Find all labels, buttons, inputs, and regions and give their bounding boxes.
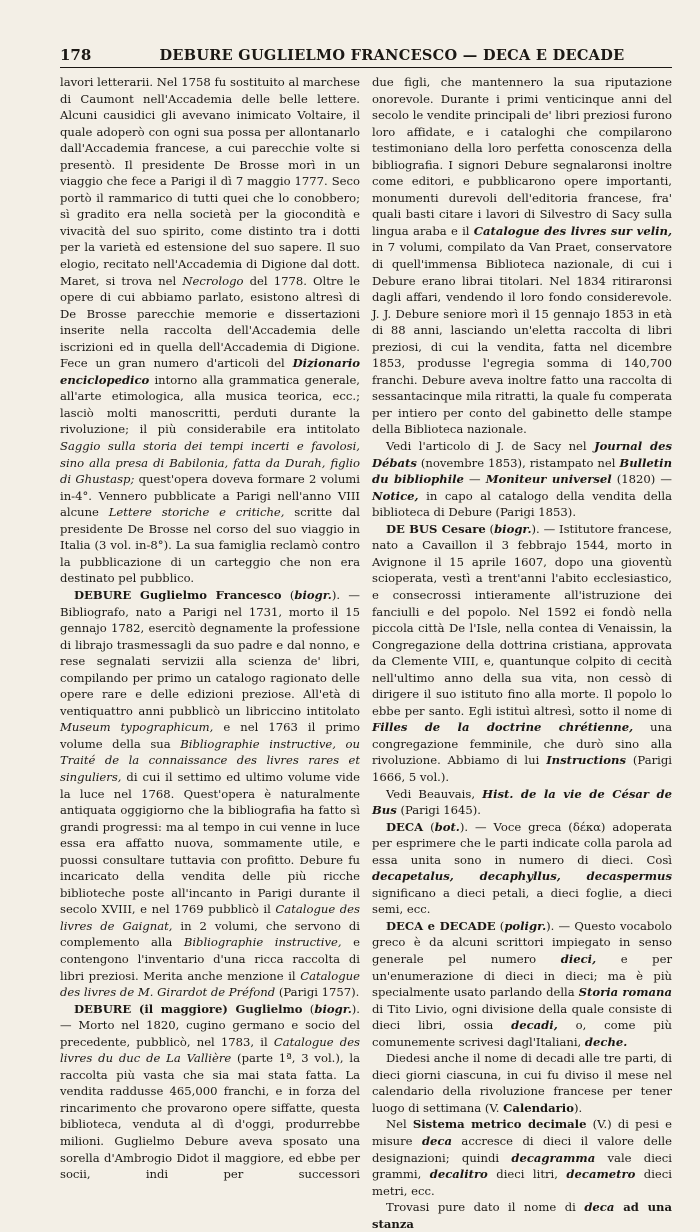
emphasized-text: Saggio sulla storia dei tempi incerti e favolosi, sino alla presa di Babilonia, fatta da Durah, figlio di Ghustasp; <box>60 439 360 487</box>
emphasized-text: Sistema metrico decimale <box>412 1117 587 1132</box>
text-run: (novembre 1853), ristampato nel <box>416 455 620 470</box>
text-run: e contengono l'inventario d'una ricca raccolta di libri preziosi. Merita anche menzione il <box>60 935 360 983</box>
text-run: (Parigi 1645). <box>396 803 481 818</box>
emphasized-text: DEBURE Guglielmo Francesco <box>74 587 282 602</box>
text-run: dieci litri, <box>487 1167 567 1182</box>
emphasized-text: biogr. <box>294 587 332 602</box>
text-run: di cui il settimo ed ultimo volume vide la luce nel 1768. Quest'opera è naturalmente antiquata oggigiorno che la bibliografia ha fatto sì grandi progressi: ma al tempo in cui venne in luce essa era affatto nuova, sommamente utile, e puossi consultare tuttavia con profitto. Debure fu incaricato della vendita delle più ricche biblioteche poste all'incanto in Parigi durante il secolo XVIII, e nel 1769 pubblicò il <box>60 769 360 917</box>
text-run: e per un'enumerazione di dieci in dieci; ma è più specialmente usato parlando della <box>372 951 673 1000</box>
emphasized-text: decapetalus, decaphyllus, decaspermus <box>372 869 672 884</box>
paragraph <box>372 1199 672 1232</box>
text-run: ). — Voce greca (δέκα) adoperata per esprimere che le parti indicate colla parola ad essa unita sono in numero di dieci. Così <box>372 819 672 867</box>
text-run: Vedi Beauvais, <box>386 786 483 801</box>
emphasized-text: decagramma <box>511 1150 596 1165</box>
left-column <box>60 74 361 1182</box>
paragraph <box>60 1001 360 1183</box>
text-run: ). — Morto nel 1820, cugino germano e socio del precedente, pubblicò, nel 1783, il <box>60 1001 360 1049</box>
text-run: lavori letterarii. Nel 1758 fu sostituito al marchese di Caumont nell'Accademia delle belle lettere. Alcuni causidici gli avevano inimicato Voltaire, il quale adoperò con ogni sua possa per allontanarlo dall'Accademia francese, a cui parecchie volte si presentò. Il presidente De Brosse morì in un viaggio che fece a Parigi il dì 7 maggio 1777. Seco portò il rammarico di tutti quei che lo conobbero; sì gradito era nella società per la giocondità e vivacità del suo spirito, come distinto tra i dotti per la varietà ed estensione del suo sapere. Il suo elogio, recitato nell'Accademia di Digione dal dott. Maret, si trova nel <box>60 75 360 288</box>
text-run: e nel 1763 il primo volume della sua <box>60 720 360 751</box>
text-run: — <box>463 472 486 487</box>
text-run: dieci metri, ecc. <box>372 1167 672 1198</box>
emphasized-text: bot. <box>434 819 460 834</box>
text-run: (parte 1ª, 3 vol.), la raccolta più vasta che sia mai stata fatta. La vendita raddusse 465,000 franchi, e in forza del rincarimento che provarono opere siffatte, questa biblioteca, venduta al dì d'oggi, produrrebbe milioni. Guglielmo Debure aveva sposato una sorella d'Ambrogio Didot il maggiore, ed ebbe per socii, indi per successori <box>60 1051 360 1182</box>
emphasized-text: Dizionario enciclopedico <box>60 356 360 387</box>
text-run: scritte dal presidente De Brosse nel corso del suo viaggio in Italia (3 vol. in-8°). La sua famiglia reclamò contro la pubblicazione di un carteggio che non era destinato pel pubblico. <box>60 505 361 586</box>
text-run: ( <box>423 819 435 834</box>
emphasized-text: Journal des Débats <box>372 439 672 470</box>
emphasized-text: deca <box>584 1200 615 1215</box>
text-run: Nel <box>386 1117 413 1132</box>
emphasized-text: ad una stanza <box>372 1200 673 1231</box>
emphasized-text: Moniteur universel <box>485 472 612 487</box>
emphasized-text: Hist. de la vie de César de Bus <box>372 786 672 818</box>
paragraph <box>372 74 672 438</box>
text-run: ( <box>302 1001 315 1016</box>
emphasized-text: DECA e DECADE <box>386 918 496 933</box>
text-run: in 7 volumi, compilato da Van Praet, conservatore di quell'immensa Biblioteca nazionale, di cui i Debure erano librai titolari. Nel 1834 ritiraronsi dagli affari, vendendo il loro fondo considerevole. J. J. Debure seniore morì il 15 gennajo 1853 in età di 88 anni, lasciando un'eletta raccolta di libri preziosi, di cui la vendita, fatta nel dicembre 1853, produsse l'egregia somma di 140,700 franchi. Debure aveva inoltre fatto una raccolta di sessantacinque mila ritratti, la quale fu comperata per intiero per conto del gabinetto delle stampe della Biblioteca nazionale. <box>372 240 672 437</box>
emphasized-text: poligr. <box>504 918 547 933</box>
emphasized-text: Catalogue des livres de Gaignat, <box>60 902 360 933</box>
emphasized-text: Catalogue des livres de M. Girardot de Préfond <box>60 968 360 1000</box>
text-run: vale dieci grammi, <box>372 1150 672 1182</box>
paragraph <box>372 819 672 918</box>
paragraph <box>372 521 672 786</box>
text-run: (Parigi 1757). <box>275 985 360 1000</box>
emphasized-text: Calendario <box>503 1100 574 1115</box>
emphasized-text: Bibliographie instructive, ou Traité de la connaissance des livres rares et singuliers, <box>60 736 360 784</box>
paragraph <box>372 438 672 521</box>
emphasized-text: Catalogue des livres sur velin, <box>473 223 672 238</box>
emphasized-text: decalitro <box>429 1167 488 1182</box>
paragraph <box>372 918 672 1050</box>
text-run: ). — Questo vocabolo greco è da alcuni scrittori impiegato in senso generale pel numero <box>372 918 672 966</box>
text-run: ( <box>485 521 495 536</box>
emphasized-text: decadi, <box>511 1018 558 1033</box>
text-run: Trovasi pure dato il nome di <box>386 1200 585 1215</box>
emphasized-text: deca <box>421 1134 453 1148</box>
text-run: (1820) — <box>611 472 673 487</box>
paragraph <box>60 74 360 587</box>
emphasized-text: DEBURE (il maggiore) Guglielmo <box>74 1001 303 1016</box>
text-run: due figli, che mantennero la sua riputazione onorevole. Durante i primi venticinque anni del secolo le vendite principali de' libri preziosi furono loro affidate, e i cataloghi che compilarono testimoniano della loro perfetta conoscenza della bibliografia. I signori Debure segnalaronsi inoltre come editori, e pubblicarono opere importanti, monumenti durevoli dell'editoria francese, fra' quali basti citare i lavori di Silvestro di Sacy sulla lingua araba e il <box>372 75 672 238</box>
text-run: una congregazione femminile, che durò sino alla rivoluzione. Abbiamo di lui <box>372 720 672 768</box>
running-header <box>60 42 672 68</box>
text-run: (Parigi 1666, 5 vol.). <box>372 753 673 784</box>
text-run: ). — Bibliografo, nato a Parigi nel 1731, morto il 15 gennajo 1782, esercitò degnamente la professione di librajo trasmessagli da suo padre e dal nonno, e rese segnalati servizii alla scienza de' libri, compilando per primo un catalogo ragionato delle opere rare e delle edizioni preziose. All'età di ventiquattro anni pubblicò un libriccino intitolato <box>60 587 360 718</box>
emphasized-text: Bibliographie instructive, <box>183 935 342 950</box>
right-column <box>372 74 673 1231</box>
text-run: (V.) di pesi e misure <box>372 1117 673 1148</box>
text-run: Diedesi anche il nome di decadi alle tre parti, di dieci giorni ciascuna, in cui fu diviso il mese nel calendario della rivoluzione francese per tener luogo di settimana (V. <box>372 1051 672 1115</box>
emphasized-text: Instructions <box>546 753 626 768</box>
emphasized-text: biogr. <box>314 1001 352 1016</box>
paragraph <box>372 1050 672 1116</box>
emphasized-text: Lettere storiche e critiche, <box>108 505 285 520</box>
running-title: DEBURE GUGLIELMO FRANCESCO — DECA E DECADE <box>159 47 625 64</box>
text-run: quest'opera doveva formare 2 volumi in-4°. Vennero pubblicate a Parigi nell'anno VIII alcune <box>60 472 361 520</box>
page-number: 178 <box>60 46 92 64</box>
emphasized-text: biogr. <box>494 521 532 536</box>
emphasized-text: DE BUS Cesare <box>386 521 486 536</box>
emphasized-text: Bulletin du bibliophile <box>372 455 672 487</box>
text-run: o, come più comunemente scrivesi dagl'Italiani, <box>372 1018 672 1049</box>
text-run: del 1778. Oltre le opere di cui abbiamo parlato, esistono altresì di De Brosse parecchie memorie e dissertazioni inserite nella raccolta dell'Accademia delle iscrizioni ed in quella dell'Accademia di Digione. Fece un gran numero d'articoli del <box>60 273 360 371</box>
emphasized-text: Notice, <box>372 488 419 503</box>
text-run: Vedi l'articolo di J. de Sacy nel <box>386 439 595 454</box>
text-run: ). <box>573 1100 583 1115</box>
emphasized-text: deche. <box>584 1034 628 1049</box>
text-columns <box>60 74 673 1231</box>
paragraph <box>372 1116 672 1199</box>
emphasized-text: dieci, <box>560 951 597 966</box>
emphasized-text: Storia romana <box>578 985 672 1000</box>
text-run: ( <box>495 918 505 933</box>
text-run: accresce di dieci il valore delle designazioni; quindi <box>372 1134 672 1165</box>
text-run: ). — Istitutore francese, nato a Cavaillon il 3 febbrajo 1544, morto in Avignone il 15 aprile 1607, dopo una gioventù scioperata, vestì a trent'anni l'abito ecclesiastico, e consecrossi intieramente all'istruzione dei fanciulli e del popolo. Nel 1592 ei fondò nella piccola città De l'Isle, nella contea di Venaissin, la Congregazione della dottrina cristiana, approvata da Clemente VIII, e, quantunque colpito di cecità nell'ultimo anno della sua vita, non cessò di dirigere il suo istituto fino alla morte. Il popolo lo ebbe per santo. Egli istituì altresì, sotto il nome di <box>372 521 672 718</box>
paragraph <box>372 786 672 819</box>
text-run: di Tito Livio, ogni divisione della quale consiste di dieci libri, ossia <box>372 1001 672 1033</box>
emphasized-text: Filles de la doctrine chrétienne, <box>372 720 634 735</box>
paragraph <box>60 587 360 1001</box>
text-run: intorno alla grammatica generale, all'arte etimologica, alla musica teorica, ecc.; lasciò molti manoscritti, perduti durante la rivoluzione; il più considerabile era intitolato <box>60 372 360 437</box>
emphasized-text: DECA <box>386 819 424 834</box>
text-run: ( <box>281 587 295 602</box>
emphasized-text: Catalogue des livres du duc de La Vallière <box>60 1034 360 1066</box>
emphasized-text: Necrologo <box>182 273 244 288</box>
emphasized-text: decametro <box>566 1167 636 1182</box>
text-run: in capo al catalogo della vendita della biblioteca di Debure (Parigi 1853). <box>372 488 672 520</box>
text-run: in 2 volumi, che servono di complemento alla <box>60 918 360 950</box>
emphasized-text: Museum typographicum, <box>60 720 214 735</box>
text-run: significano a dieci petali, a dieci foglie, a dieci semi, ecc. <box>372 885 672 917</box>
